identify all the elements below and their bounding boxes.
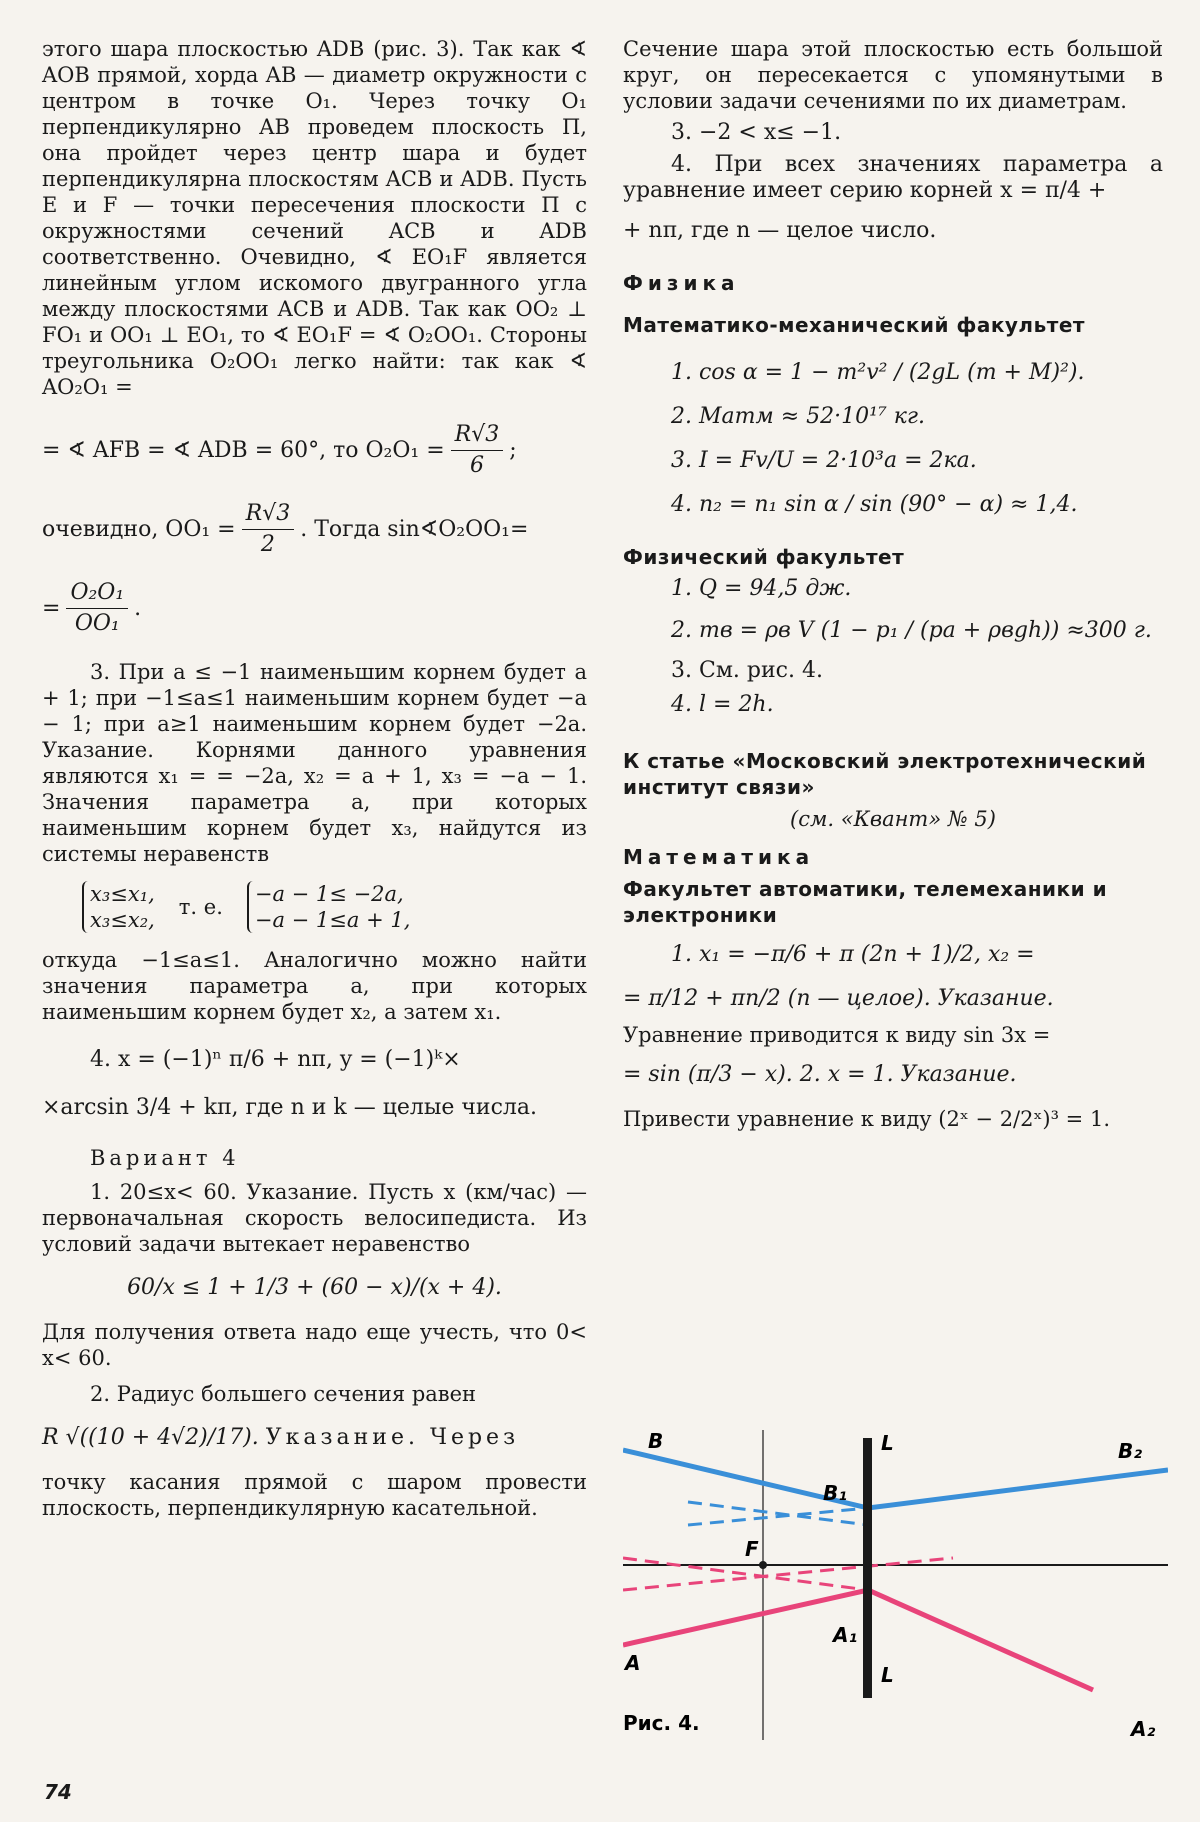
- eq1-num: R√3: [451, 422, 504, 451]
- paragraph-variant4-2b: точку касания прямой с шаром провести плоскость, перпендикулярную касательной.: [42, 1470, 587, 1520]
- left-column: [42, 36, 587, 1521]
- label-A: A: [625, 1651, 641, 1675]
- lens: [863, 1438, 872, 1698]
- radius-hint: Указание. Через: [265, 1425, 520, 1450]
- label-B1: B₁: [823, 1481, 848, 1505]
- heading-article: К статье «Московский электротехнический институт связи»: [623, 749, 1147, 799]
- label-L-top: L: [881, 1431, 894, 1455]
- pf-answer-3: 3. См. рис. 4.: [671, 658, 823, 683]
- eq3-num: O₂O₁: [66, 580, 128, 609]
- eq2-left: очевидно, OO₁ =: [42, 516, 236, 542]
- page-number: 74: [44, 1780, 72, 1804]
- mm-answer-4: 4. n₂ = n₁ sin α / sin (90° − α) ≈ 1,4.: [671, 492, 1078, 517]
- eq1-left: = ∢ AFB = ∢ ADB = 60°, то O₂O₁ =: [42, 437, 445, 463]
- heading-math: Математика: [623, 845, 815, 869]
- answer-4-cont: ×arcsin 3/4 + kπ, где n и k — целые числа.: [42, 1095, 537, 1120]
- equation-sin: = $\frac{\text{O₂O₁}}{\text{OO₁}}$ .: [42, 580, 142, 636]
- pf-answer-2: 2. mв = ρв V (1 − p₁ / (pа + ρвgh)) ≈300 г.: [671, 618, 1152, 643]
- m-answer-2: Привести уравнение к виду (2ˣ − 2/2ˣ)³ = 1.: [623, 1107, 1110, 1131]
- article-ref: (см. «Квант» № 5): [790, 807, 996, 831]
- answer-4: 4. x = (−1)ⁿ π/6 + nπ, y = (−1)ᵏ×: [90, 1047, 461, 1072]
- sys1b: x₃≤x₂,: [90, 908, 155, 932]
- heading-physfac: Физический факультет: [623, 545, 905, 569]
- label-B: B: [648, 1429, 664, 1453]
- heading-faculty: Факультет автоматики, телемеханики и электроники: [623, 877, 1108, 927]
- m-answer-1: 1. x₁ = −π/6 + π (2n + 1)/2, x₂ =: [671, 942, 1035, 967]
- mm-answer-2: 2. Mатм ≈ 52·10¹⁷ кг.: [671, 404, 926, 429]
- heading-mathmech: Математико-механический факультет: [623, 313, 1085, 337]
- answer-3: 3. −2 < x≤ −1.: [671, 120, 842, 145]
- m-answer-1d: = sin (π/3 − x). 2. x = 1. Указание.: [623, 1062, 1017, 1087]
- paragraph-variant4-1b: Для получения ответа надо еще учесть, что 0< x< 60.: [42, 1320, 587, 1370]
- paragraph-geometry-solution: этого шара плоскостью ADB (рис. 3). Так как ∢ AOB прямой, хорда AB — диаметр окружности с центром в точке O₁. Через точку O₁ перпендикулярно AB проведем плоскость П, она пройдет через центр шара и будет перпендикулярна плоскостям ACB и ADB. Пусть E и F — точки пересечения плоскости П с окружностями сечений ACB и ADB соответственно. Очевидно, ∢ EO₁F является линейным углом искомого двугранного угла между плоскостями ACB и ADB. Так как OO₂ ⊥ FO₁ и OO₁ ⊥ EO₁, то ∢ EO₁F = ∢ O₂OO₁. Стороны треугольника O₂OO₁ легко найти: так как ∢ AO₂O₁ =: [42, 37, 587, 399]
- eq3-den: OO₁: [74, 611, 120, 636]
- paragraph-section-circle: Сечение шара этой плоскостью есть большой круг, он пересекается с упомянутыми в условии задачи сечениями по их диаметрам.: [623, 37, 1163, 113]
- eq2-right: . Тогда sin∢O₂OO₁=: [300, 516, 529, 542]
- pink-dashed-2: [623, 1558, 868, 1590]
- paragraph-conclusion: откуда −1≤a≤1. Аналогично можно найти значения параметра a, при которых наименьшим корнем будет x₂, а затем x₁.: [42, 948, 587, 1024]
- figure-caption: Рис. 4.: [623, 1711, 700, 1735]
- label-L-bot: L: [881, 1663, 894, 1687]
- mm-answer-3: 3. I = Fv/U = 2·10³a = 2ка.: [671, 448, 977, 473]
- inequality-system: [82, 881, 587, 933]
- sys2a: −a − 1≤ −2a,: [254, 882, 404, 906]
- sys2b: −a − 1≤a + 1,: [254, 908, 411, 932]
- variant-heading: Вариант 4: [90, 1146, 240, 1170]
- m-answer-1b: = π/12 + πn/2 (n — целое). Указание.: [623, 986, 1054, 1011]
- sys1a: x₃≤x₁,: [90, 882, 155, 906]
- label-F: F: [745, 1537, 759, 1561]
- equation-o2o1: = ∢ AFB = ∢ ADB = 60°, то O₂O₁ = $\frac{R√3}{6}$ ;: [42, 422, 517, 478]
- blue-ray: [623, 1450, 1168, 1508]
- answer-4-right-cont: + nπ, где n — целое число.: [623, 218, 937, 243]
- right-column: [623, 36, 1163, 1132]
- paragraph-variant4-2: 2. Радиус большего сечения равен: [90, 1382, 477, 1406]
- pink-ray: [623, 1590, 1093, 1690]
- eq1-den: 6: [469, 453, 484, 478]
- label-A1: A₁: [833, 1623, 858, 1647]
- equation-oo1: [42, 501, 587, 558]
- pf-answer-1: 1. Q = 94,5 дж.: [671, 576, 852, 601]
- radius-formula-value: R √((10 + 4√2)/17).: [42, 1425, 259, 1450]
- inequality: 60/x ≤ 1 + 1/3 + (60 − x)/(x + 4).: [127, 1275, 502, 1300]
- eq2-num: R√3: [242, 501, 295, 530]
- heading-physics: Физика: [623, 271, 740, 295]
- pf-answer-4: 4. l = 2h.: [671, 692, 774, 717]
- figure-4: [623, 1420, 1168, 1740]
- pink-dashed-1: [623, 1558, 953, 1590]
- m-answer-1c: Уравнение приводится к виду sin 3x =: [623, 1023, 1051, 1047]
- mm-answer-1: 1. cos α = 1 − m²v² / (2gL (m + M)²).: [671, 360, 1085, 385]
- eq2-den: 2: [260, 532, 275, 557]
- sys-mid: т. е.: [178, 895, 223, 919]
- radius-formula: [42, 1425, 587, 1451]
- answer-4-right: 4. При всех значениях параметра a уравнение имеет серию корней x = π/4 +: [623, 152, 1163, 203]
- label-A2: A₂: [1131, 1717, 1156, 1740]
- paragraph-problem-3: 3. При a ≤ −1 наименьшим корнем будет a + 1; при −1≤a≤1 наименьшим корнем будет −a − 1; при a≥1 наименьшим корнем будет −2a. Указание. Корнями данного уравнения являются x₁ = = −2a, x₂ = a + 1, x₃ = −a − 1. Значения параметра a, при которых наименьшим корнем будет x₃, найдутся из системы неравенств: [42, 660, 587, 866]
- label-B2: B₂: [1118, 1439, 1143, 1463]
- focus-point: [759, 1561, 767, 1569]
- paragraph-variant4-1: 1. 20≤x< 60. Указание. Пусть x (км/час) — первоначальная скорость велосипедиста. Из условий задачи вытекает неравенство: [42, 1180, 587, 1256]
